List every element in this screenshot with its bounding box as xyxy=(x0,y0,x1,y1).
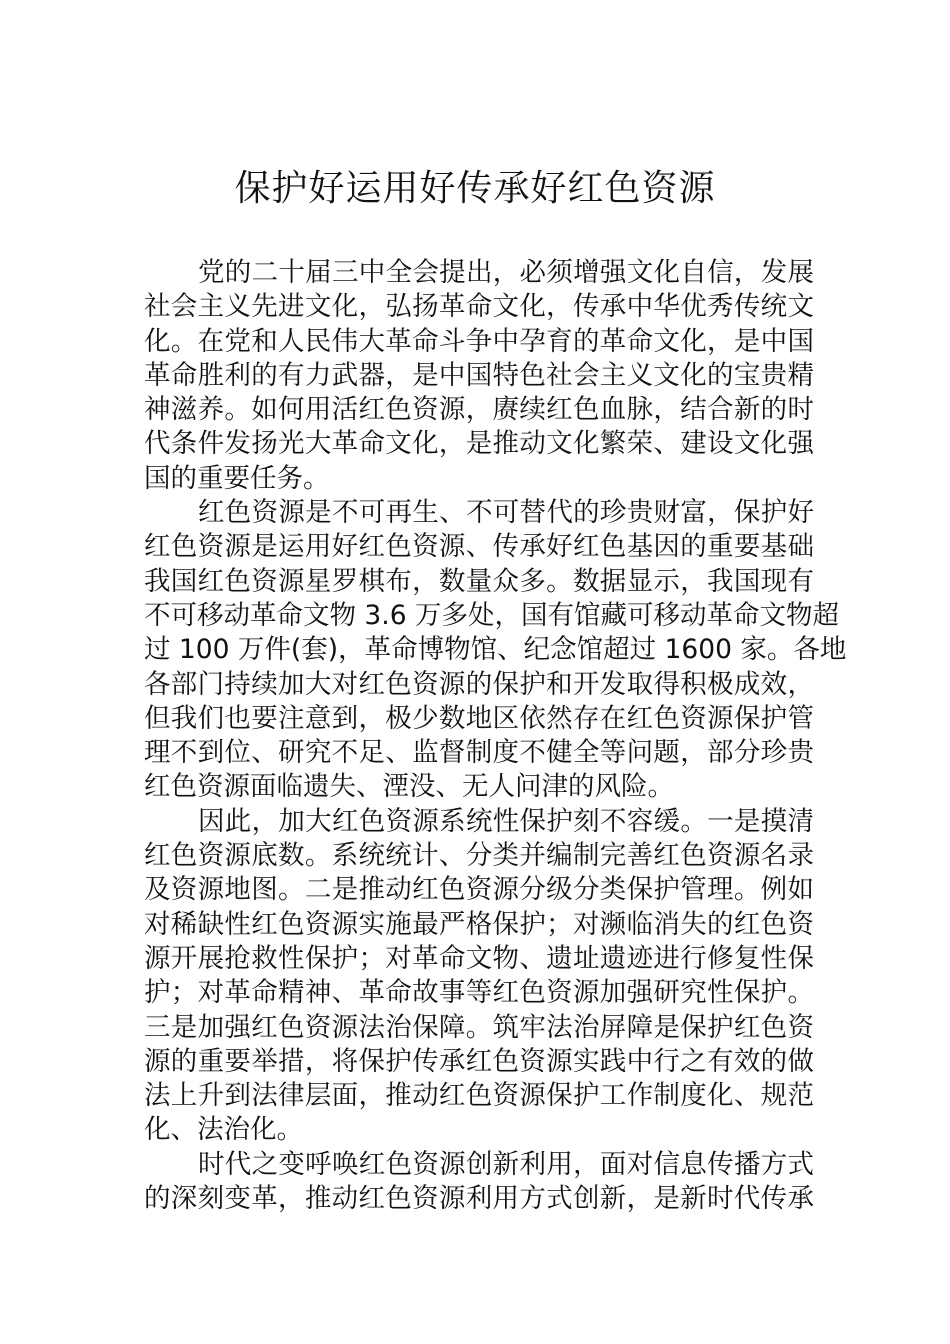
text-line: 过 100 万件(套)，革命博物馆、纪念馆超过 1600 家。各地 xyxy=(144,634,847,666)
text-line: 源的重要举措，将保护传承红色资源实践中行之有效的做 xyxy=(144,1045,814,1077)
text-line: 及资源地图。二是推动红色资源分级分类保护管理。例如 xyxy=(144,874,814,906)
text-line: 护；对革命精神、革命故事等红色资源加强研究性保护。 xyxy=(144,977,814,1009)
text-line: 的深刻变革，推动红色资源利用方式创新，是新时代传承 xyxy=(144,1183,814,1215)
text-line: 红色资源面临遗失、湮没、无人问津的风险。 xyxy=(144,771,674,803)
text-line: 社会主义先进文化，弘扬革命文化，传承中华优秀传统文 xyxy=(144,291,814,323)
document-title: 保护好运用好传承好红色资源 xyxy=(234,168,716,209)
document-body xyxy=(144,256,847,1216)
text-line: 革命胜利的有力武器，是中国特色社会主义文化的宝贵精 xyxy=(144,359,814,391)
text-line: 因此，加大红色资源系统性保护刻不容缓。一是摸清 xyxy=(198,805,814,837)
text-line: 不可移动革命文物 3.6 万多处，国有馆藏可移动革命文物超 xyxy=(144,599,839,631)
text-line: 红色资源是不可再生、不可替代的珍贵财富，保护好 xyxy=(198,497,814,529)
text-line: 化。在党和人民伟大革命斗争中孕育的革命文化，是中国 xyxy=(144,325,814,357)
text-line: 代条件发扬光大革命文化，是推动文化繁荣、建设文化强 xyxy=(144,428,814,460)
text-line: 时代之变呼唤红色资源创新利用，面对信息传播方式 xyxy=(198,1148,814,1180)
text-line: 法上升到法律层面，推动红色资源保护工作制度化、规范 xyxy=(144,1080,814,1112)
text-line: 党的二十届三中全会提出，必须增强文化自信，发展 xyxy=(198,257,814,288)
text-line: 红色资源底数。系统统计、分类并编制完善红色资源名录 xyxy=(144,840,814,872)
text-line: 我国红色资源星罗棋布，数量众多。数据显示，我国现有 xyxy=(144,565,814,597)
text-line: 神滋养。如何用活红色资源，赓续红色血脉，结合新的时 xyxy=(144,394,814,426)
text-line: 理不到位、研究不足、监督制度不健全等问题，部分珍贵 xyxy=(144,737,814,769)
text-line: 红色资源是运用好红色资源、传承好红色基因的重要基础 xyxy=(144,531,814,563)
text-line: 各部门持续加大对红色资源的保护和开发取得积极成效， xyxy=(144,668,814,700)
text-line: 但我们也要注意到，极少数地区依然存在红色资源保护管 xyxy=(144,702,814,734)
text-line: 国的重要任务。 xyxy=(144,462,330,494)
text-line: 对稀缺性红色资源实施最严格保护；对濒临消失的红色资 xyxy=(144,908,814,940)
text-line: 三是加强红色资源法治保障。筑牢法治屏障是保护红色资 xyxy=(144,1011,814,1043)
text-line: 源开展抢救性保护；对革命文物、遗址遗迹进行修复性保 xyxy=(144,942,814,974)
text-line: 化、法治化。 xyxy=(144,1114,303,1146)
